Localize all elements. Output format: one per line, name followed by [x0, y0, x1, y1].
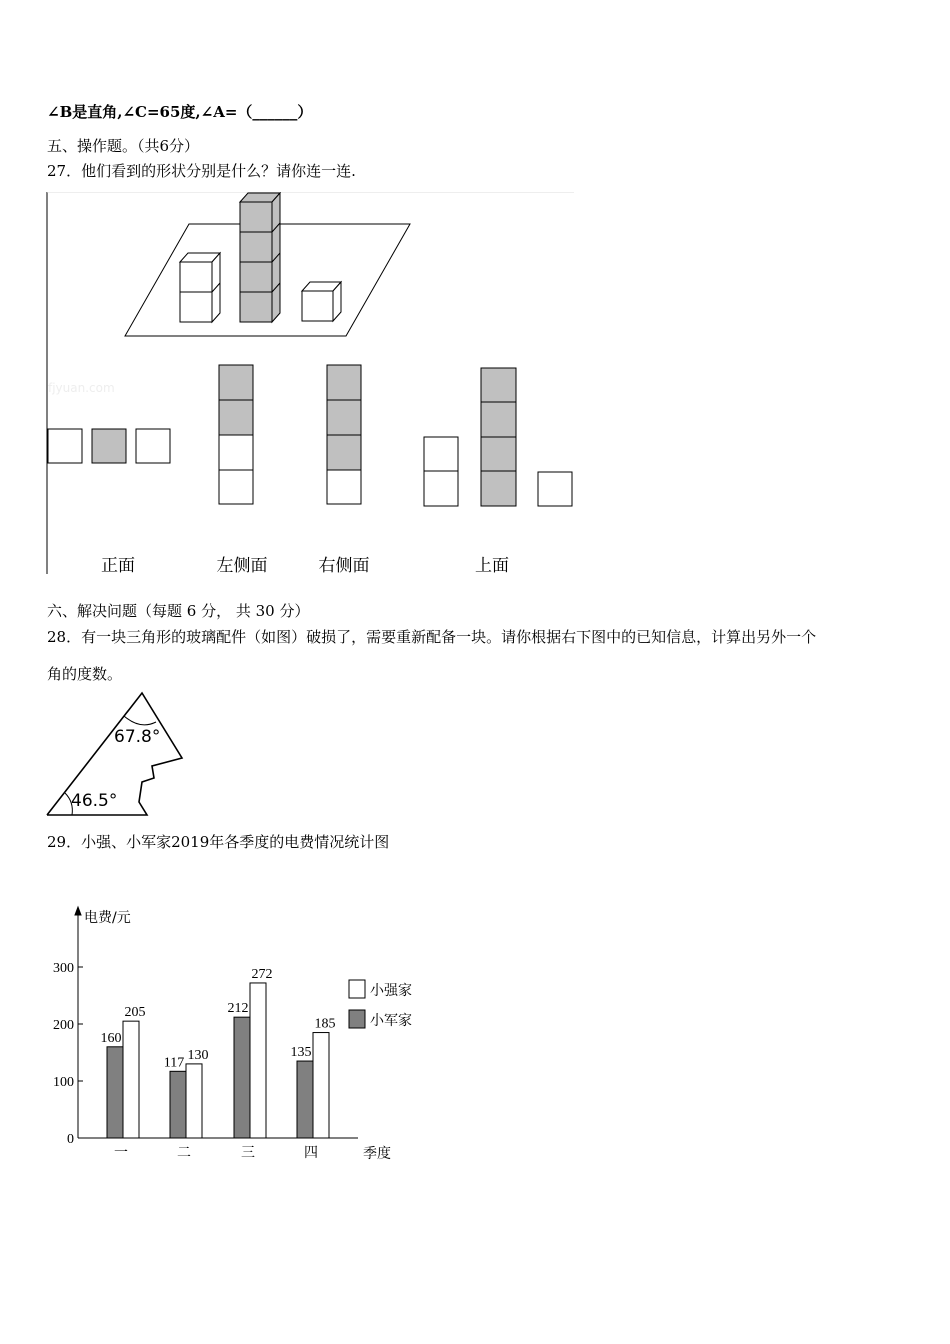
watermark: fjyuan.com	[48, 381, 115, 395]
legend-swatch	[349, 1010, 365, 1028]
legend-label: 小强家	[370, 983, 412, 999]
bar-xiaojun	[170, 1071, 186, 1138]
legend-swatch	[349, 980, 365, 998]
q29-bar-chart	[40, 905, 430, 1170]
cube-single-right	[302, 282, 341, 321]
bar-xiaojun	[297, 1061, 313, 1138]
bar-xiaoqiang	[123, 1021, 139, 1138]
bar-xiaojun	[107, 1047, 123, 1138]
y-tick-label: 300	[53, 961, 74, 976]
top-angle-arc	[124, 716, 156, 725]
view-option-4	[424, 368, 572, 506]
q28-text-line2: 角的度数。	[47, 665, 123, 683]
x-axis-title: 季度	[363, 1146, 391, 1162]
view-option-1	[48, 429, 170, 463]
cube-stack-left	[180, 253, 220, 322]
section6-heading: 六、解决问题（每题 6 分， 共 30 分）	[47, 602, 310, 620]
data-label: 135	[290, 1045, 312, 1061]
q27-figure	[46, 192, 576, 577]
label-right-side: 右侧面	[318, 556, 370, 576]
y-tick-label: 200	[53, 1018, 74, 1033]
data-label: 185	[314, 1016, 336, 1032]
view-option-2	[219, 365, 253, 504]
y-axis-title: 电费/元	[84, 910, 131, 926]
q26-tail: ∠B是直角,∠C=65度,∠A=（______）	[47, 103, 313, 121]
angle-bottom-label: 46.5°	[71, 791, 118, 811]
bar-xiaoqiang	[313, 1033, 329, 1138]
x-tick-label: 四	[304, 1145, 318, 1161]
data-label: 130	[187, 1047, 209, 1063]
bar-xiaoqiang	[186, 1064, 202, 1138]
data-label: 212	[227, 1001, 249, 1017]
x-tick-label: 二	[177, 1145, 191, 1161]
y-tick-label: 0	[67, 1132, 74, 1147]
data-label: 272	[251, 966, 273, 982]
angle-top-label: 67.8°	[114, 727, 161, 747]
q27-text: 27．他们看到的形状分别是什么？请你连一连.	[47, 162, 356, 180]
q29-text: 29．小强、小军家2019年各季度的电费情况统计图	[47, 833, 390, 851]
view-option-3	[327, 365, 361, 504]
x-tick-label: 一	[114, 1145, 128, 1161]
section5-heading: 五、操作题。（共6分）	[47, 137, 200, 155]
label-front: 正面	[101, 556, 135, 576]
data-label: 205	[124, 1005, 146, 1021]
y-tick-label: 100	[53, 1075, 74, 1090]
label-top: 上面	[475, 556, 509, 576]
y-axis-arrow	[75, 907, 81, 915]
label-left-side: 左侧面	[216, 556, 268, 576]
bar-xiaoqiang	[250, 983, 266, 1138]
q28-text-line1: 28．有一块三角形的玻璃配件（如图）破损了，需要重新配备一块。请你根据右下图中的已知信息，计算出另外一个	[47, 628, 817, 646]
data-label: 117	[163, 1055, 185, 1071]
legend-label: 小军家	[370, 1013, 412, 1029]
q28-triangle-figure	[44, 690, 189, 820]
cube-stack-middle	[240, 193, 280, 322]
bar-xiaojun	[234, 1017, 250, 1138]
x-tick-label: 三	[241, 1145, 255, 1161]
data-label: 160	[100, 1030, 122, 1046]
